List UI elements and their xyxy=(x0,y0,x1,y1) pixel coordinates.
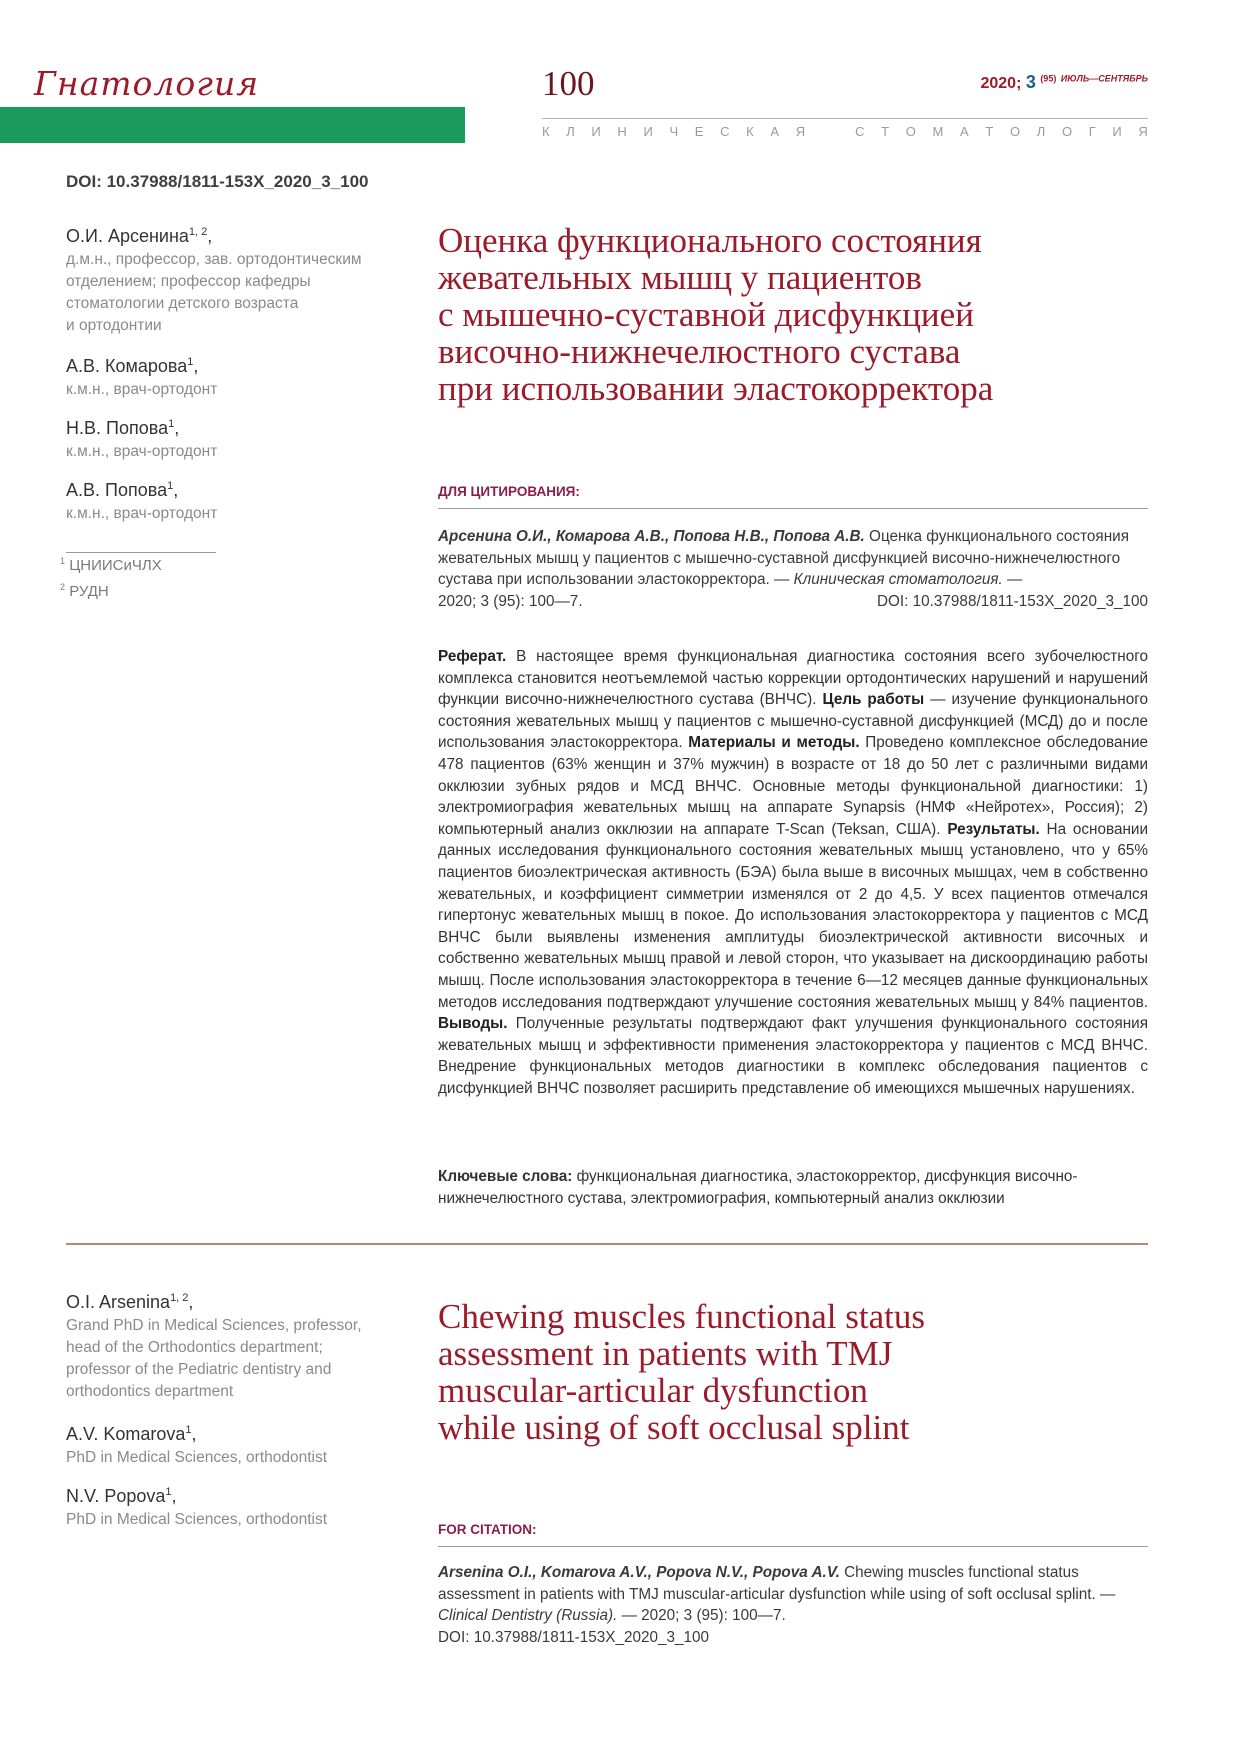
journal-name-letter: О xyxy=(1009,124,1021,139)
author-affiliation-mark: 1, 2 xyxy=(188,226,208,238)
author-name-suffix: , xyxy=(191,1424,197,1444)
citation-year-ru: 2020; 3 (95): 100—7. xyxy=(438,592,583,610)
title-line: Chewing muscles functional status xyxy=(438,1297,926,1336)
citation-ru xyxy=(438,526,1148,612)
affiliation-mark: 2 xyxy=(60,582,66,592)
journal-name-letter: Г xyxy=(1088,124,1096,139)
affiliation-name: РУДН xyxy=(69,583,109,600)
citation-authors-en: Arsenina O.I., Komarova A.V., Popova N.V., Popova A.V. xyxy=(438,1564,840,1581)
journal-name-letter: И xyxy=(643,124,653,139)
author-name-suffix: , xyxy=(173,480,179,500)
author-name-suffix: , xyxy=(193,356,199,376)
section-logo: Гнатология xyxy=(34,64,260,103)
doi: DOI: 10.37988/1811-153X_2020_3_100 xyxy=(66,172,369,191)
author-affiliation xyxy=(66,503,217,525)
abstract-text: На основании данных исследования функционального состояния жевательных мышц установлено, что у 65% пациентов биоэлектрическая активность (БЭА) была выше в височных мышцах, чем в собственно жевательных, и коэффициент симметрии изменялся от 2 до 4,5. У всех пациентов отмечался гипертонус жевательных мышц в покое. До использования эластокорректора у пациентов с МСД ВНЧС были выявлены изменения амплитуды биоэлектрической активности височных и собственно жевательных мышц правой и левой сторон, что указывает на дискоординацию работы мышц. После использования эластокорректора в течение 6—12 месяцев данные функциональных методов исследования подтверждают улучшение состояния жевательных мышц у 84% пациентов. xyxy=(438,820,1148,1011)
author-name-text: А.В. Комарова xyxy=(66,356,188,376)
author-name xyxy=(66,480,217,501)
author-block xyxy=(66,480,217,525)
issue-number: 3 xyxy=(1025,72,1036,92)
author-affiliation xyxy=(66,379,217,401)
author-affiliation xyxy=(66,1447,327,1469)
author-name-text: О.И. Арсенина xyxy=(66,226,189,246)
author-affiliation-line: к.м.н., врач-ортодонт xyxy=(66,381,218,398)
author-name xyxy=(66,418,217,439)
citation-en xyxy=(438,1562,1148,1648)
author-name-text: A.V. Komarova xyxy=(66,1424,186,1444)
abstract-text: Проведено комплексное обследование 478 пациентов (63% женщин и 37% мужчин) в возрасте от 18 до 50 лет с различными видами окклюзии зубных рядов и МСД ВНЧС. Основные методы функциональной диагностики: 1) электромиография жевательных мышц на аппарате Synapsis (НМФ «Нейротех», Россия); 2) компьютерный анализ окклюзии на аппарате T-Scan (Teksan, США). xyxy=(438,734,1148,838)
title-line: while using of soft occlusal splint xyxy=(438,1408,910,1447)
author-affiliation xyxy=(66,1315,362,1403)
author-name-text: А.В. Попова xyxy=(66,480,168,500)
abstract-heading: Цель работы xyxy=(822,691,925,709)
affiliation-name: ЦНИИСиЧЛХ xyxy=(69,557,162,574)
citation-label-en: FOR CITATION: xyxy=(438,1522,537,1537)
author-name-suffix: , xyxy=(207,226,213,246)
journal-name-letter: С xyxy=(855,124,865,139)
author-block xyxy=(66,418,217,463)
author-affiliation-line: PhD in Medical Sciences, orthodontist xyxy=(66,1511,328,1528)
author-affiliation-line: Grand PhD in Medical Sciences, professor, xyxy=(66,1317,362,1334)
citation-label-ru: ДЛЯ ЦИТИРОВАНИЯ: xyxy=(438,484,580,499)
citation-doi-en: DOI: 10.37988/1811-153X_2020_3_100 xyxy=(438,1628,710,1646)
author-affiliation-mark: 1 xyxy=(168,418,175,430)
article-title-ru xyxy=(438,222,993,407)
author-affiliation-mark: 1 xyxy=(165,1486,172,1498)
abstract-ru xyxy=(438,646,1148,1099)
issue-months: ИЮЛЬ—СЕНТЯБРЬ xyxy=(1060,73,1148,84)
author-affiliation-mark: 1 xyxy=(187,356,194,368)
abstract-text: В настоящее время функциональная диагностика состояния всего зубочелюстного комплекса становится неотъемлемой частью коррекции ортодонтических нарушений и нарушений функции височно-нижнечелюстного сустава (ВНЧС). xyxy=(438,648,1148,709)
author-name-text: Н.В. Попова xyxy=(66,418,169,438)
journal-name-letter: И xyxy=(591,124,601,139)
author-name xyxy=(66,226,362,247)
author-name xyxy=(66,1486,327,1507)
author-block xyxy=(66,226,362,337)
citation-divider-ru xyxy=(438,508,1148,509)
keywords-ru xyxy=(438,1166,1148,1209)
abstract-heading: Материалы и методы. xyxy=(688,734,860,752)
author-block xyxy=(66,356,217,401)
keywords-label-ru: Ключевые слова: xyxy=(438,1168,573,1185)
author-affiliation-line: PhD in Medical Sciences, orthodontist xyxy=(66,1449,328,1466)
keywords-text-ru: функциональная диагностика, эластокорректор, дисфункция височно-нижнечелюстного сустава, электромиография, компьютерный анализ окклюзии xyxy=(438,1168,1078,1207)
article-title-en xyxy=(438,1298,925,1446)
journal-name-letter: Я xyxy=(1138,124,1148,139)
journal-name-letter: М xyxy=(932,124,944,139)
journal-name-letter: Т xyxy=(985,124,994,139)
affiliation-item xyxy=(60,556,162,574)
author-affiliation-line: д.м.н., профессор, зав. ортодонтическим xyxy=(66,251,362,268)
author-affiliation-line: professor of the Pediatric dentistry and xyxy=(66,1361,332,1378)
citation-after-en: — 2020; 3 (95): 100—7. xyxy=(617,1607,786,1624)
author-name-suffix: , xyxy=(171,1486,177,1506)
journal-name-letter: Л xyxy=(566,124,575,139)
journal-name-letter: С xyxy=(720,124,730,139)
author-affiliation xyxy=(66,249,362,337)
author-affiliation-line: к.м.н., врач-ортодонт xyxy=(66,443,218,460)
author-affiliation-line: отделением; профессор кафедры xyxy=(66,273,311,290)
journal-name-letter: К xyxy=(746,124,754,139)
abstract-text: Полученные результаты подтверждают факт улучшения функционального состояния жевательных мышц и эффективности применения эластокорректора у пациентов с МСД ВНЧС. Внедрение функциональных методов диагностики в комплекс обследования пациентов с дисфункцией ВНЧС позволяет расширить представление об имеющихся мышечных нарушениях. xyxy=(438,1015,1148,1097)
section-color-bar xyxy=(0,107,465,143)
title-line: височно-нижнечелюстного сустава xyxy=(438,332,961,371)
page-number: 100 xyxy=(542,64,595,103)
journal-name-letter: А xyxy=(960,124,969,139)
journal-name-letter: О xyxy=(905,124,916,139)
author-name-suffix: , xyxy=(188,1292,194,1312)
author-affiliation xyxy=(66,1509,327,1531)
issue-volume: (95) xyxy=(1040,73,1057,84)
author-affiliation xyxy=(66,441,217,463)
author-block xyxy=(66,1486,327,1531)
citation-text-ru: Оценка функционального состояния жевательных мышц у пациентов с мышечно-суставной дисфункцией височно-нижнечелюстного сустава при использовании эластокорректора. — xyxy=(438,528,1129,588)
author-affiliation-mark: 1 xyxy=(167,480,174,492)
section-divider xyxy=(66,1243,1148,1245)
abstract-text: — изучение функционального состояния жевательных мышц у пациентов с мышечно-суставной дисфункцией (МСД) до и после использования эластокорректора. xyxy=(438,691,1148,752)
citation-journal-en: Clinical Dentistry (Russia). xyxy=(438,1607,618,1624)
author-affiliation-line: стоматологии детского возраста xyxy=(66,295,299,312)
journal-name-letter: Т xyxy=(881,124,890,139)
journal-name-letter: Я xyxy=(795,124,806,139)
issue-info xyxy=(980,72,1148,93)
citation-authors-ru: Арсенина О.И., Комарова А.В., Попова Н.В., Попова А.В. xyxy=(438,528,865,545)
author-name-text: O.I. Arsenina xyxy=(66,1292,171,1312)
title-line: assessment in patients with TMJ xyxy=(438,1334,893,1373)
title-line: при использовании эластокорректора xyxy=(438,369,994,408)
affiliation-item xyxy=(60,582,109,600)
title-line: muscular-articular dysfunction xyxy=(438,1371,868,1410)
abstract-heading: Результаты. xyxy=(947,820,1040,838)
journal-name-letter: Е xyxy=(694,124,704,139)
citation-doi-ru: DOI: 10.37988/1811-153X_2020_3_100 xyxy=(876,592,1148,610)
journal-name-letter: Л xyxy=(1036,124,1046,139)
author-name xyxy=(66,1292,362,1313)
citation-divider-en xyxy=(438,1546,1148,1547)
author-name-text: N.V. Popova xyxy=(66,1486,166,1506)
journal-name-letter: А xyxy=(770,124,780,139)
journal-name-letter: И xyxy=(1112,124,1122,139)
affiliation-mark: 1 xyxy=(60,556,66,566)
citation-after-ru: — xyxy=(1002,571,1023,588)
journal-name-letter: Ч xyxy=(669,124,679,139)
title-line: Оценка функционального состояния xyxy=(438,221,982,260)
author-block xyxy=(66,1424,327,1469)
abstract-heading: Реферат. xyxy=(438,648,507,665)
citation-text-en: Chewing muscles functional status assessment in patients with TMJ muscular-articular dysfunction while using of soft occlusal splint. — xyxy=(438,1564,1116,1603)
author-affiliation-mark: 1, 2 xyxy=(170,1292,189,1304)
journal-name xyxy=(542,124,1148,139)
author-name xyxy=(66,356,217,377)
author-affiliation-line: и ортодонтии xyxy=(66,317,162,334)
title-line: с мышечно-суставной дисфункцией xyxy=(438,295,974,334)
abstract-heading: Выводы. xyxy=(438,1015,508,1033)
author-affiliation-line: head of the Orthodontics department; xyxy=(66,1339,323,1356)
header-divider xyxy=(542,118,1148,119)
issue-year: 2020; xyxy=(980,75,1022,92)
author-name xyxy=(66,1424,327,1445)
author-name-suffix: , xyxy=(174,418,180,438)
author-block xyxy=(66,1292,362,1403)
author-affiliation-mark: 1 xyxy=(185,1424,192,1436)
journal-name-letter: Н xyxy=(617,124,627,139)
author-affiliation-line: к.м.н., врач-ортодонт xyxy=(66,505,218,522)
citation-journal-ru: Клиническая стоматология. xyxy=(793,571,1003,588)
journal-name-letter: К xyxy=(542,124,550,139)
author-affiliation-line: orthodontics department xyxy=(66,1383,234,1400)
title-line: жевательных мышц у пациентов xyxy=(438,258,922,297)
journal-name-letter: О xyxy=(1061,124,1073,139)
affiliation-divider xyxy=(66,552,216,553)
